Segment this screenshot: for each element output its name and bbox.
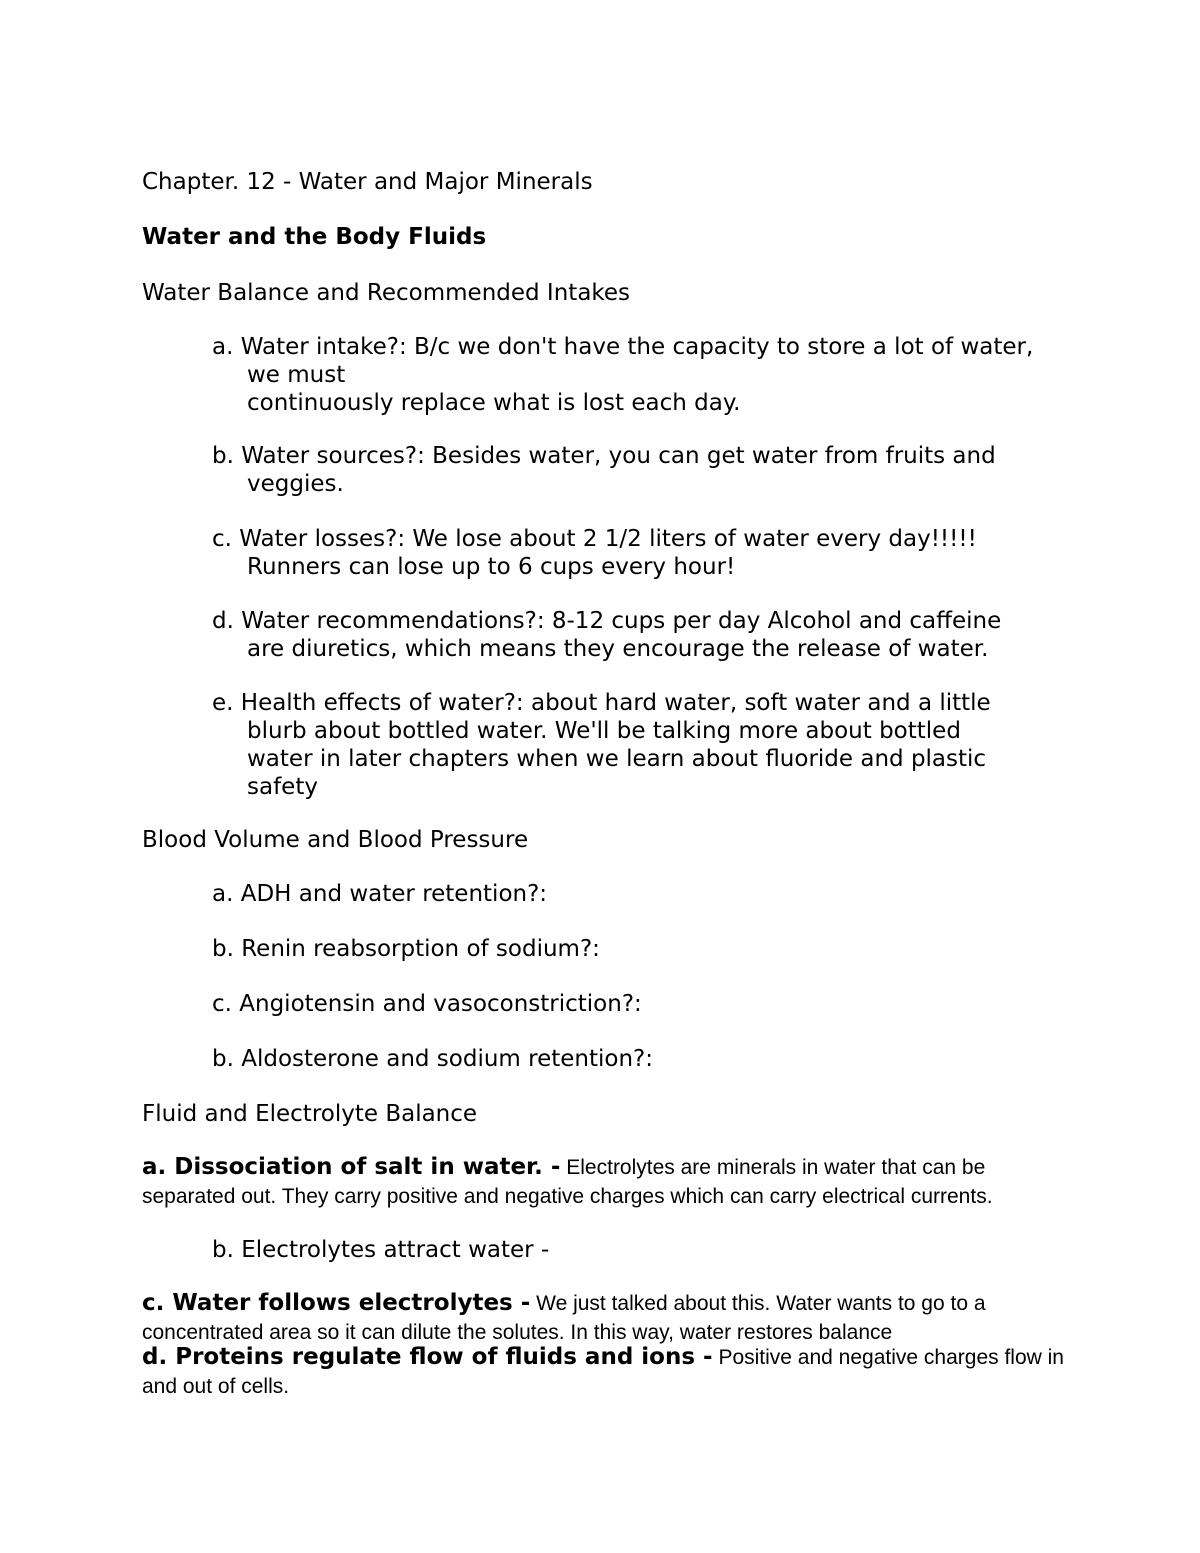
blood-item-d: b. Aldosterone and sodium retention?: — [212, 1046, 654, 1072]
item-c-text: c. Water losses?: We lose about 2 1/2 liters of water every day!!!!! — [212, 526, 977, 552]
fluid-item-c-text: We just talked about this. Water wants to go to a concentrated area so it can dilute the solutes. In this way, water restores balance — [142, 1292, 986, 1344]
water-balance-item-b — [212, 442, 1092, 498]
item-b-cont-1: veggies. — [247, 471, 344, 497]
item-a-cont-2: continuously replace what is lost each day. — [247, 390, 741, 416]
fluid-item-a-text: Electrolytes are minerals in water that can be separated out. They carry positive and negative charges which can carry electrical currents. — [142, 1156, 993, 1208]
fluid-item-a — [142, 1154, 1082, 1212]
item-e-cont-1: blurb about bottled water. We'll be talking more about bottled — [247, 718, 961, 744]
fluid-item-b: b. Electrolytes attract water - — [212, 1237, 550, 1263]
blood-heading: Blood Volume and Blood Pressure — [142, 827, 529, 853]
item-d-text: d. Water recommendations?: 8-12 cups per day Alcohol and caffeine — [212, 608, 1002, 634]
item-a-cont-1: we must — [247, 362, 346, 388]
blood-item-a: a. ADH and water retention?: — [212, 881, 548, 907]
fluid-heading: Fluid and Electrolyte Balance — [142, 1101, 478, 1127]
fluid-item-d — [142, 1344, 1082, 1402]
water-balance-item-c — [212, 525, 1092, 581]
fluid-item-c-label: c. Water follows electrolytes - — [142, 1290, 531, 1316]
item-b-text: b. Water sources?: Besides water, you can get water from fruits and — [212, 443, 996, 469]
fluid-item-a-label: a. Dissociation of salt in water. - — [142, 1154, 561, 1180]
water-balance-item-a — [212, 333, 1092, 417]
fluid-item-d-text: Positive and negative charges flow in and out of cells. — [142, 1346, 1064, 1398]
fluid-item-c — [142, 1290, 1082, 1348]
fluid-item-d-label: d. Proteins regulate flow of fluids and ions - — [142, 1344, 713, 1370]
blood-item-b: b. Renin reabsorption of sodium?: — [212, 936, 600, 962]
water-balance-item-e — [212, 689, 1092, 801]
chapter-title: Chapter. 12 - Water and Major Minerals — [142, 169, 593, 195]
blood-item-c: c. Angiotensin and vasoconstriction?: — [212, 991, 642, 1017]
item-e-text: e. Health effects of water?: about hard water, soft water and a little — [212, 690, 991, 716]
water-balance-item-d — [212, 607, 1092, 663]
water-balance-heading: Water Balance and Recommended Intakes — [142, 280, 631, 306]
item-e-cont-2: water in later chapters when we learn about fluoride and plastic — [247, 746, 987, 772]
item-e-cont-3: safety — [247, 774, 318, 800]
item-c-cont-1: Runners can lose up to 6 cups every hour! — [247, 554, 736, 580]
section-title: Water and the Body Fluids — [142, 224, 487, 250]
item-d-cont-1: are diuretics, which means they encourage the release of water. — [247, 636, 989, 662]
item-a-text: a. Water intake?: B/c we don't have the capacity to store a lot of water, — [212, 334, 1034, 360]
